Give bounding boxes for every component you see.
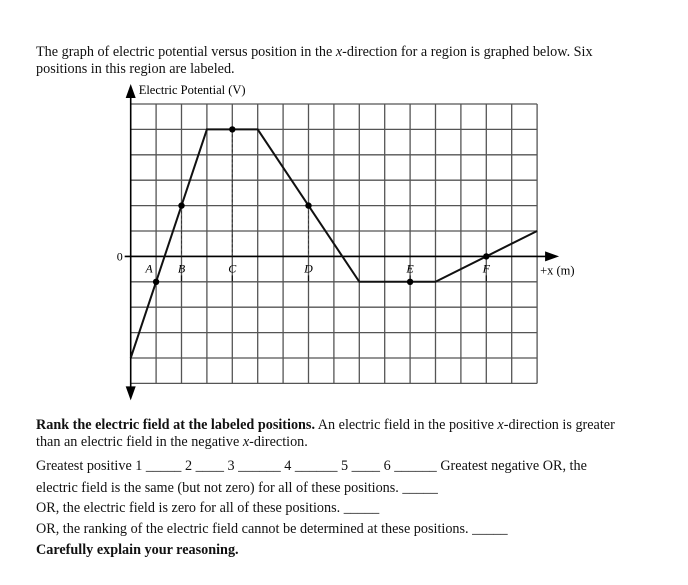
ranking-line: Greatest positive 1 _____ 2 ____ 3 ______ 4 ______ 5 ____ 6 ______ Greatest negative OR, the [36,458,587,474]
point-label-D: D [304,261,313,276]
x-axis-label: +x (m) [540,263,575,278]
y-axis-arrow-up-icon [126,84,136,98]
point-A [153,279,159,285]
x-axis-arrow-icon [545,251,559,261]
explain-prompt: Carefully explain your reasoning. [36,542,239,558]
point-C [229,126,235,132]
undetermined-option: OR, the ranking of the electric field cannot be determined at these positions. _____ [36,521,508,537]
point-label-B: B [177,261,186,276]
point-label-C: C [228,261,237,276]
zero-option: OR, the electric field is zero for all of these positions. _____ [36,500,380,516]
y-axis-arrow-down-icon [126,386,136,400]
point-E [407,279,413,285]
point-D [305,202,311,208]
question-text: Rank the electric field at the labeled positions. An electric field in the positive x-direction is greater than an electric field in the negative x-direction. [36,417,615,450]
point-F [483,253,489,259]
point-label-F: F [482,261,490,276]
point-label-E: E [406,261,414,276]
same-option: electric field is the same (but not zero) for all of these positions. _____ [36,480,438,496]
zero-label: 0 [116,249,123,264]
point-label-A: A [145,261,153,276]
intro-text: The graph of electric potential versus position in the x-direction for a region is graphed below. Six positions in this region are labeled. [36,44,593,77]
y-axis-label: Electric Potential (V) [138,83,246,97]
point-B [178,202,184,208]
